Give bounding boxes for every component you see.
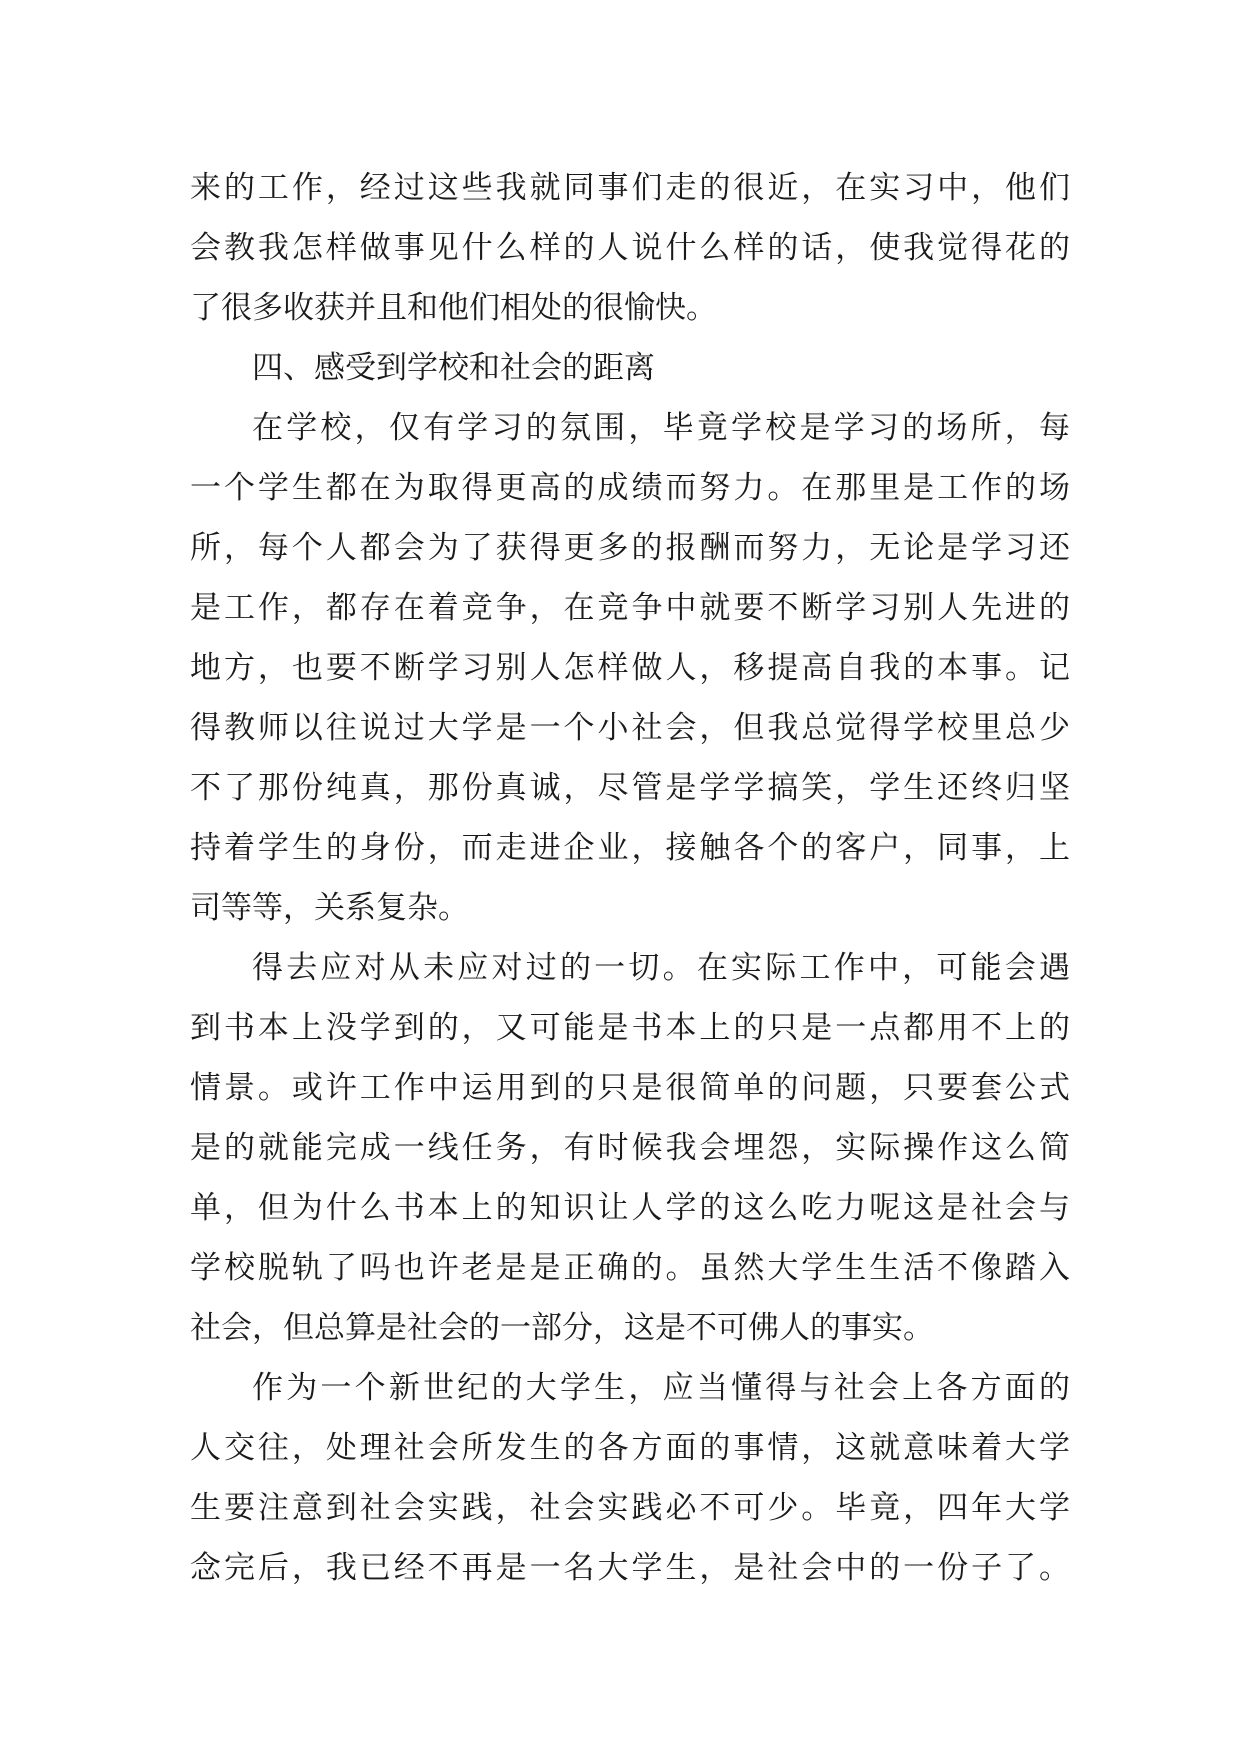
text-line: 社会，但总算是社会的一部分，这是不可佛人的事实。 [190, 1310, 934, 1346]
text-line: 在学校，仅有学习的氛围，毕竟学校是学习的场所，每 [252, 410, 1070, 446]
text-line: 不了那份纯真，那份真诚，尽管是学学搞笑，学生还终归坚 [190, 770, 1070, 806]
text-line: 得去应对从未应对过的一切。在实际工作中，可能会遇 [252, 950, 1070, 986]
text-line: 作为一个新世纪的大学生，应当懂得与社会上各方面的 [252, 1370, 1070, 1406]
document-body [190, 158, 1070, 1598]
text-line: 单，但为什么书本上的知识让人学的这么吃力呢这是社会与 [190, 1190, 1070, 1226]
text-line: 学校脱轨了吗也许老是是正确的。虽然大学生生活不像踏入 [190, 1250, 1070, 1286]
text-line: 持着学生的身份，而走进企业，接触各个的客户，同事，上 [190, 830, 1070, 866]
text-line: 所，每个人都会为了获得更多的报酬而努力，无论是学习还 [190, 530, 1070, 566]
text-line: 念完后，我已经不再是一名大学生，是社会中的一份子了。 [190, 1550, 1070, 1586]
text-line: 司等等，关系复杂。 [190, 890, 469, 926]
text-line: 是工作，都存在着竞争，在竞争中就要不断学习别人先进的 [190, 590, 1070, 626]
paragraph [190, 938, 1070, 1358]
text-line: 生要注意到社会实践，社会实践必不可少。毕竟，四年大学 [190, 1490, 1070, 1526]
text-line: 情景。或许工作中运用到的只是很简单的问题，只要套公式 [190, 1070, 1070, 1106]
paragraph [190, 1358, 1070, 1598]
text-line: 了很多收获并且和他们相处的很愉快。 [190, 290, 717, 326]
text-line: 人交往，处理社会所发生的各方面的事情，这就意味着大学 [190, 1430, 1070, 1466]
text-line: 地方，也要不断学习别人怎样做人，移提高自我的本事。记 [190, 650, 1070, 686]
text-line: 是的就能完成一线任务，有时候我会埋怨，实际操作这么简 [190, 1130, 1070, 1166]
section-heading [190, 338, 1070, 398]
paragraph [190, 158, 1070, 338]
paragraph [190, 398, 1070, 938]
text-line: 会教我怎样做事见什么样的人说什么样的话，使我觉得花的 [190, 230, 1070, 266]
text-line: 到书本上没学到的，又可能是书本上的只是一点都用不上的 [190, 1010, 1070, 1046]
text-line: 得教师以往说过大学是一个小社会，但我总觉得学校里总少 [190, 710, 1070, 746]
text-line: 来的工作，经过这些我就同事们走的很近，在实习中，他们 [190, 170, 1070, 206]
text-line: 一个学生都在为取得更高的成绩而努力。在那里是工作的场 [190, 470, 1070, 506]
heading-text: 四、感受到学校和社会的距离 [252, 350, 655, 386]
